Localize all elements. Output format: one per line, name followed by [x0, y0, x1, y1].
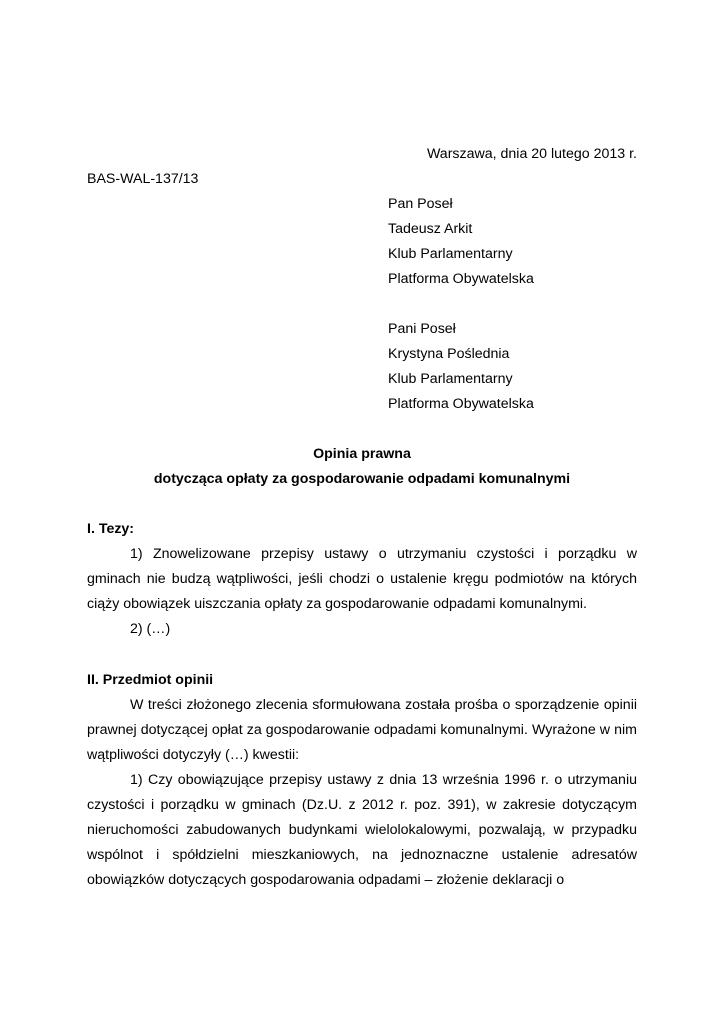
addressee-1-line: Pan Poseł	[388, 196, 453, 212]
addressee-2-line: Platforma Obywatelska	[388, 396, 534, 412]
addressee-block-2	[388, 317, 534, 417]
section-subject	[87, 668, 637, 893]
addressee-2-line: Pani Poseł	[388, 321, 456, 337]
addressee-2-line: Krystyna Poślednia	[388, 346, 510, 362]
document-title	[87, 442, 637, 492]
addressee-1-line: Klub Parlamentarny	[388, 246, 513, 262]
paragraph: 1) Czy obowiązujące przepisy ustawy z dnia 13 września 1996 r. o utrzymaniu czystości i porządku w gminach (Dz.U. z 2012 r. poz. 391), w zakresie dotyczącym nieruchomości zabudowanych budynkami wielolokalowymi, pozwalają, w przypadku wspólnot i spółdzielni mieszkaniowych, na jednoznaczne ustalenie adresatów obowiązków dotyczących gospodarowania odpadami – złożenie deklaracji o	[87, 772, 637, 888]
paragraph: W treści złożonego zlecenia sformułowana została prośba o sporządzenie opinii prawnej dotyczącej opłat za gospodarowanie odpadami komunalnymi. Wyrażone w nim wątpliwości dotyczyły (…) kwestii:	[87, 697, 637, 763]
addressee-1-line: Tadeusz Arkit	[388, 221, 473, 237]
reference-number: BAS-WAL-137/13	[87, 171, 199, 187]
title-line-1: Opinia prawna	[313, 446, 411, 462]
section-heading: I. Tezy:	[87, 521, 135, 537]
paragraph: 1) Znowelizowane przepisy ustawy o utrzymaniu czystości i porządku w gminach nie budzą wątpliwości, jeśli chodzi o ustalenie kręgu podmiotów na których ciąży obowiązek uiszczania opłaty za gospodarowanie odpadami komunalnymi.	[87, 546, 637, 612]
title-line-2: dotycząca opłaty za gospodarowanie odpadami komunalnymi	[153, 471, 571, 487]
addressee-block-1	[388, 192, 534, 292]
date-line: Warszawa, dnia 20 lutego 2013 r.	[426, 146, 637, 162]
section-heading: II. Przedmiot opinii	[87, 672, 214, 688]
addressee-1-line: Platforma Obywatelska	[388, 271, 534, 287]
addressee-2-line: Klub Parlamentarny	[388, 371, 513, 387]
paragraph: 2) (…)	[130, 621, 171, 637]
section-theses	[87, 517, 637, 642]
